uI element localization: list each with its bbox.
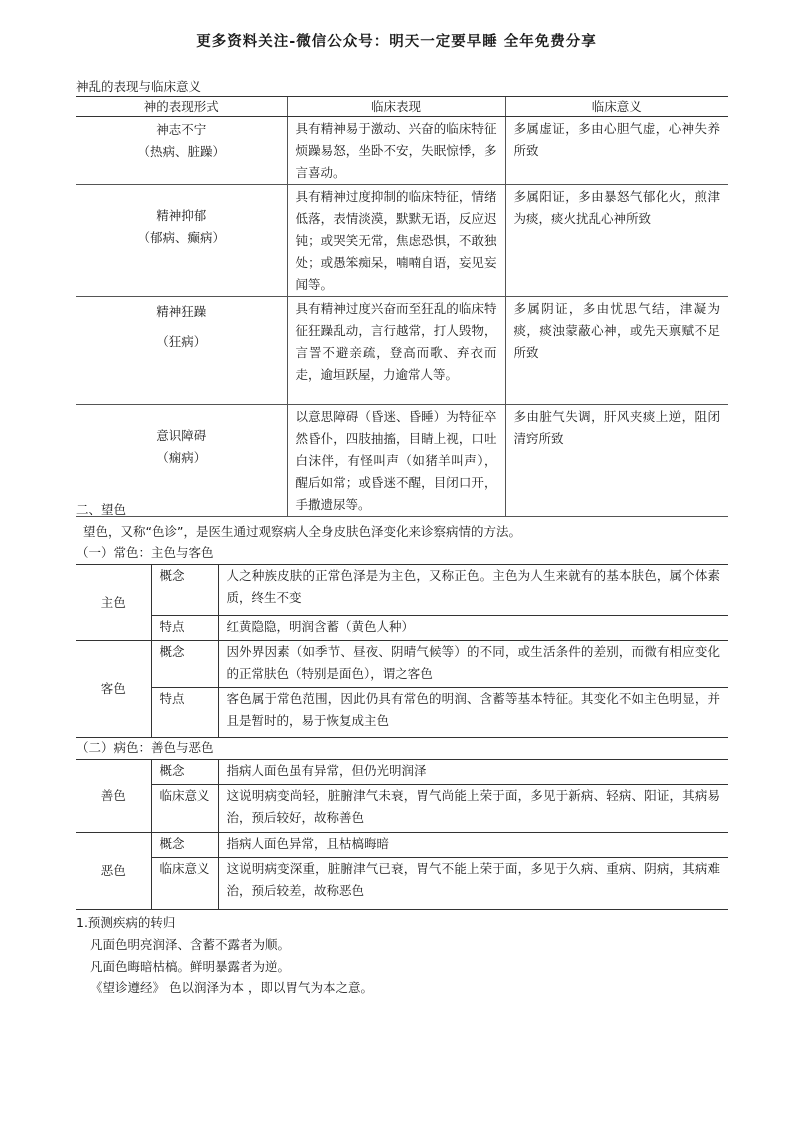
- row-name: 精神抑郁: [156, 208, 207, 223]
- row-label: 特点: [151, 616, 218, 641]
- category-cell: 恶色: [76, 833, 151, 910]
- row-content: 客色属于常色范围，因此仍具有常色的明润、含蓄等基本特征。其变化不如主色明显，并且是暂时的，易于恢复成主色: [218, 688, 728, 738]
- table-row: [76, 641, 728, 688]
- row-label: 概念: [151, 641, 218, 688]
- table-row: [76, 117, 728, 185]
- section-title: 二、望色: [76, 502, 127, 517]
- table-bing-se: [76, 759, 728, 910]
- row-content: 这说明病变尚轻，脏腑津气未衰，胃气尚能上荣于面，多见于新病、轻病、阳证，其病易治，预后较好，故称善色: [218, 785, 728, 833]
- row-clinical: 具有精神易于激动、兴奋的临床特征 烦躁易怒，坐卧不安，失眠惊悸，多言喜动。: [287, 117, 505, 185]
- paragraph-line: 凡面色明亮润泽、含蓄不露者为顺。: [90, 937, 291, 952]
- row-content: 人之种族皮肤的正常色泽是为主色，又称正色。主色为人生来就有的基本肤色，属个体素质，终生不变: [218, 565, 728, 616]
- row-label: 概念: [151, 833, 218, 858]
- table-row: [76, 616, 728, 641]
- table-row: [76, 833, 728, 858]
- table-row: [76, 688, 728, 738]
- row-name: 意识障碍: [156, 428, 207, 443]
- row-label: 概念: [151, 565, 218, 616]
- table-row: [76, 785, 728, 833]
- table-row: [76, 760, 728, 785]
- row-name: 精神狂躁: [156, 304, 207, 319]
- row-content: 指病人面色异常，且枯槁晦暗: [218, 833, 728, 858]
- table-row: [76, 297, 728, 405]
- subsection-title: （二）病色：善色与恶色: [76, 740, 214, 755]
- table-row: [76, 185, 728, 297]
- row-content: 这说明病变深重，脏腑津气已衰，胃气不能上荣于面，多见于久病、重病、阴病，其病难治，预后较差，故称恶色: [218, 858, 728, 910]
- table-chang-se: [76, 564, 728, 738]
- row-meaning: 多由脏气失调，肝风夹痰上逆，阻闭清窍所致: [505, 405, 728, 517]
- paragraph-line: 凡面色晦暗枯槁。鲜明暴露者为逆。: [90, 959, 291, 974]
- row-label: 特点: [151, 688, 218, 738]
- row-name: 神志不宁: [156, 122, 207, 137]
- row-meaning: 多属阴证，多由忧思气结，津凝为痰，痰浊蒙蔽心神，或先天禀赋不足所致: [505, 297, 728, 405]
- col-header-meaning: 临床意义: [505, 97, 728, 117]
- row-meaning: 多属虚证，多由心胆气虚，心神失养所致: [505, 117, 728, 185]
- row-sub: （痫病）: [156, 450, 207, 465]
- category-cell: 善色: [76, 760, 151, 833]
- table-shen-luan: [76, 96, 728, 517]
- row-meaning: 多属阳证，多由暴怒气郁化火，煎津为痰，痰火扰乱心神所致: [505, 185, 728, 297]
- page-header: 更多资料关注-微信公众号：明天一定要早睡 全年免费分享: [196, 34, 597, 50]
- table1-caption: 神乱的表现与临床意义: [76, 79, 202, 94]
- subsection-title: （一）常色：主色与客色: [76, 545, 214, 560]
- row-content: 指病人面色虽有异常，但仍光明润泽: [218, 760, 728, 785]
- row-clinical: 具有精神过度兴奋而至狂乱的临床特征狂躁乱动，言行越常，打人毁物，言詈不避亲疏，登高而歌、弃衣而走，逾垣跃屋，力逾常人等。: [287, 297, 505, 405]
- section-intro: 望色，又称“色诊”，是医生通过观察病人全身皮肤色泽变化来诊察病情的方法。: [83, 524, 521, 539]
- row-clinical: 具有精神过度抑制的临床特征，情绪低落，表情淡漠，默默无语，反应迟钝；或哭笑无常，焦虑恐惧，不敢独处；或愚笨痴呆，喃喃自语，妄见妄闻等。: [287, 185, 505, 297]
- category-cell: 主色: [76, 565, 151, 641]
- row-content: 红黄隐隐，明润含蓄（黄色人种）: [218, 616, 728, 641]
- row-content: 因外界因素（如季节、昼夜、阴晴气候等）的不同，或生活条件的差别，而微有相应变化的正常肤色（特别是面色），谓之客色: [218, 641, 728, 688]
- col-header-clinical: 临床表现: [287, 97, 505, 117]
- table-row: [76, 565, 728, 616]
- col-header-form: 神的表现形式: [76, 97, 287, 117]
- section-title: 1.预测疾病的转归: [76, 915, 176, 930]
- category-cell: 客色: [76, 641, 151, 738]
- table-row: [76, 858, 728, 910]
- row-label: 临床意义: [151, 785, 218, 833]
- row-label: 概念: [151, 760, 218, 785]
- row-label: 临床意义: [151, 858, 218, 910]
- paragraph-line: 《望诊遵经》 色以润泽为本 ，即以胃气为本之意。: [90, 980, 373, 995]
- row-sub: （热病、脏躁）: [137, 144, 225, 159]
- row-sub: （狂病）: [156, 334, 207, 349]
- row-clinical: 以意思障碍（昏迷、昏睡）为特征卒然昏仆，四肢抽搐，目睛上视，口吐白沫伴，有怪叫声（如猪羊叫声），醒后如常；或昏迷不醒，目闭口开，手撒遗尿等。: [287, 405, 505, 517]
- row-sub: （郁病、癫病）: [137, 230, 225, 245]
